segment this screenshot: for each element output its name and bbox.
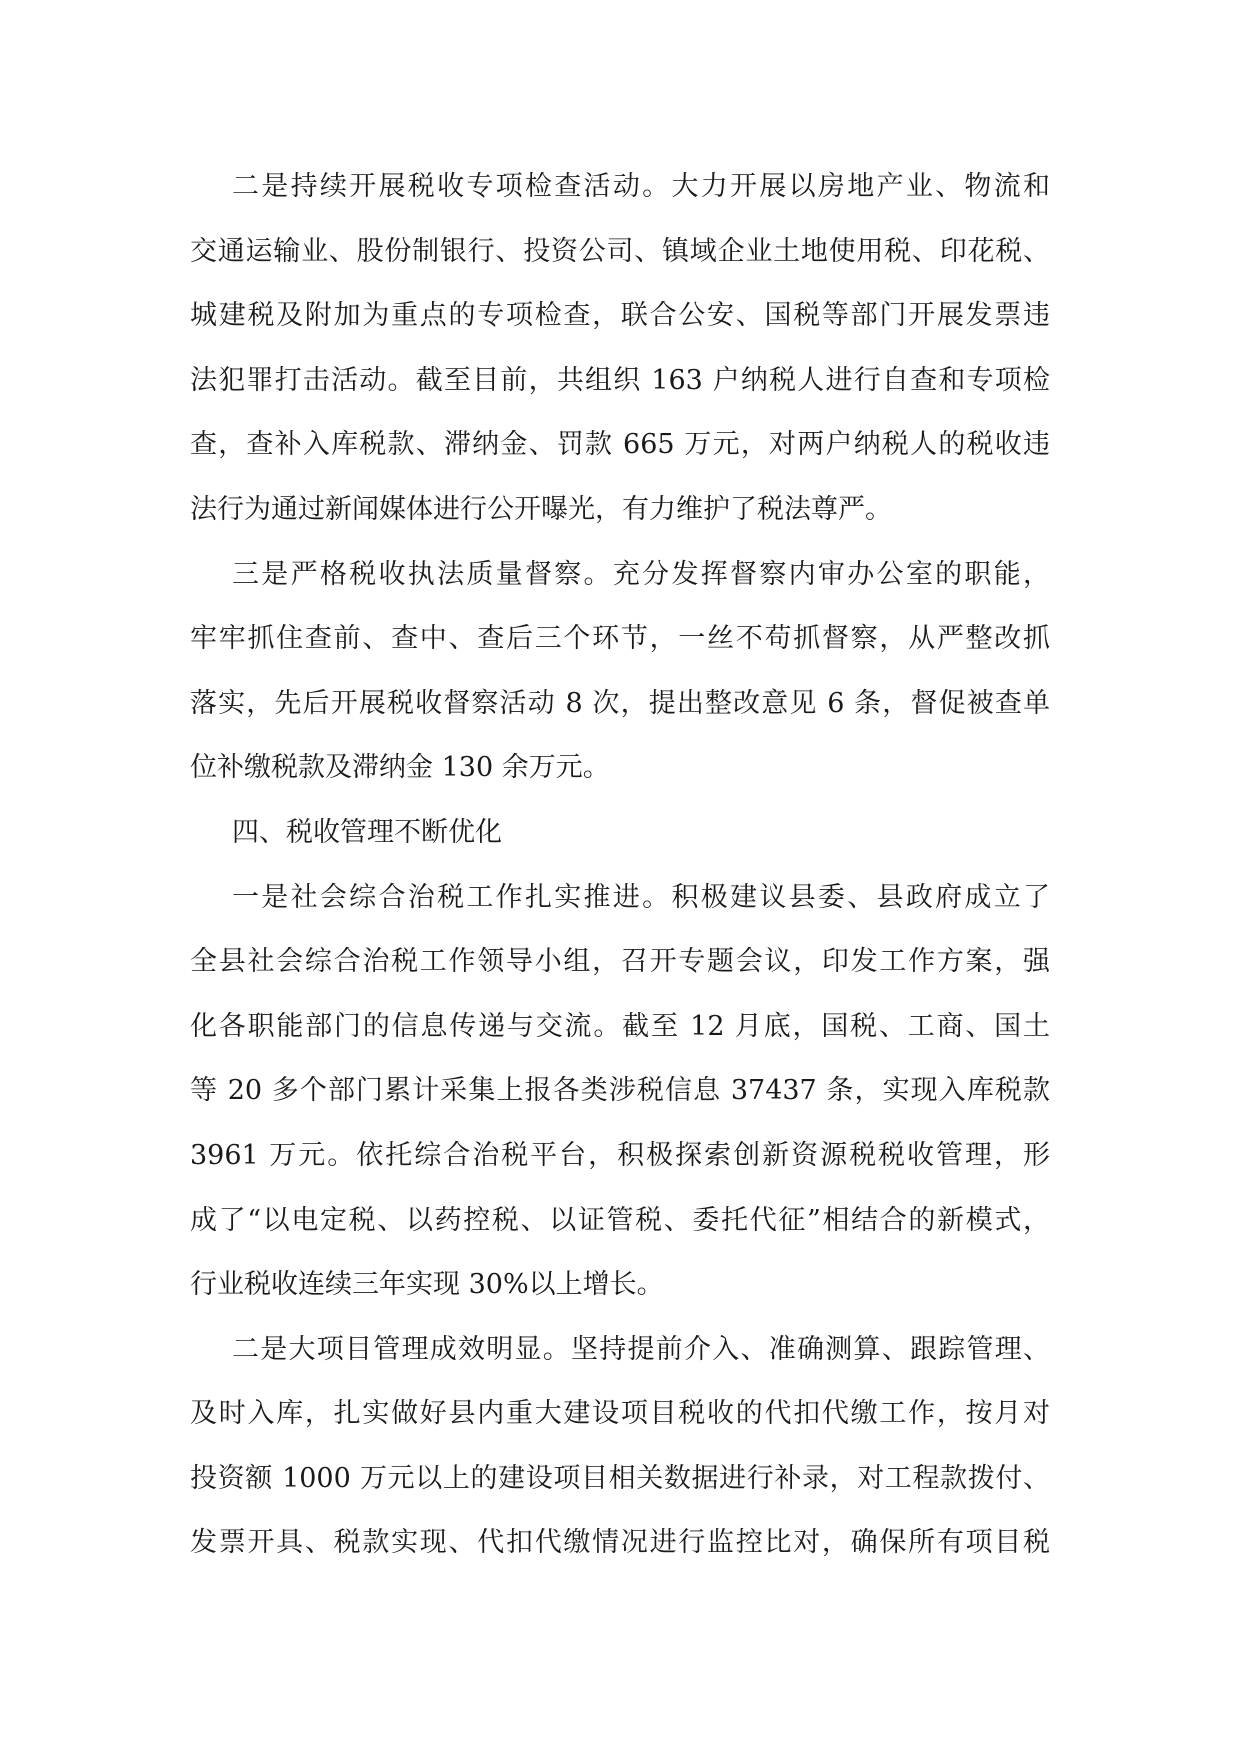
text-line: 法犯罪打击活动。截至目前，共组织 163 户纳税人进行自查和专项检 — [190, 364, 1050, 396]
text-line: 交通运输业、股份制银行、投资公司、镇域企业土地使用税、印花税、 — [190, 235, 1050, 267]
paragraph-special-inspection — [190, 155, 1050, 543]
paragraph-comprehensive-tax-governance — [190, 866, 1050, 1318]
text-line: 一是社会综合治税工作扎实推进。积极建议县委、县政府成立了 — [232, 881, 1050, 913]
text-line: 发票开具、税款实现、代扣代缴情况进行监控比对，确保所有项目税 — [190, 1527, 1050, 1559]
paragraph-enforcement-supervision — [190, 543, 1050, 801]
text-line: 化各职能部门的信息传递与交流。截至 12 月底，国税、工商、国土 — [190, 1010, 1050, 1042]
text-line: 投资额 1000 万元以上的建设项目相关数据进行补录，对工程款拨付、 — [190, 1462, 1050, 1494]
text-line: 牢牢抓住查前、查中、查后三个环节，一丝不苟抓督察，从严整改抓 — [190, 623, 1050, 655]
text-line: 及时入库，扎实做好县内重大建设项目税收的代扣代缴工作，按月对 — [190, 1398, 1050, 1430]
section-heading — [190, 801, 1050, 866]
text-line: 行业税收连续三年实现 30%以上增长。 — [190, 1269, 664, 1301]
text-line: 等 20 多个部门累计采集上报各类涉税信息 37437 条，实现入库税款 — [190, 1075, 1050, 1107]
text-line: 二是大项目管理成效明显。坚持提前介入、准确测算、跟踪管理、 — [232, 1333, 1050, 1365]
text-line: 全县社会综合治税工作领导小组，召开专题会议，印发工作方案，强 — [190, 946, 1050, 978]
text-line: 成了“以电定税、以药控税、以证管税、委托代征”相结合的新模式， — [190, 1204, 1050, 1236]
document-body — [190, 155, 1050, 1576]
text-line: 二是持续开展税收专项检查活动。大力开展以房地产业、物流和 — [232, 171, 1050, 202]
text-line: 城建税及附加为重点的专项检查，联合公安、国税等部门开展发票违 — [190, 300, 1050, 332]
section-heading-text: 四、税收管理不断优化 — [232, 816, 502, 848]
text-line: 查，查补入库税款、滞纳金、罚款 665 万元，对两户纳税人的税收违 — [190, 429, 1050, 461]
text-line: 落实，先后开展税收督察活动 8 次，提出整改意见 6 条，督促被查单 — [190, 687, 1050, 719]
text-line: 法行为通过新闻媒体进行公开曝光，有力维护了税法尊严。 — [190, 493, 892, 525]
text-line: 三是严格税收执法质量督察。充分发挥督察内审办公室的职能， — [232, 558, 1050, 590]
text-line: 3961 万元。依托综合治税平台，积极探索创新资源税税收管理，形 — [190, 1139, 1050, 1171]
text-line: 位补缴税款及滞纳金 130 余万元。 — [190, 752, 610, 784]
paragraph-major-project-management — [190, 1318, 1050, 1576]
